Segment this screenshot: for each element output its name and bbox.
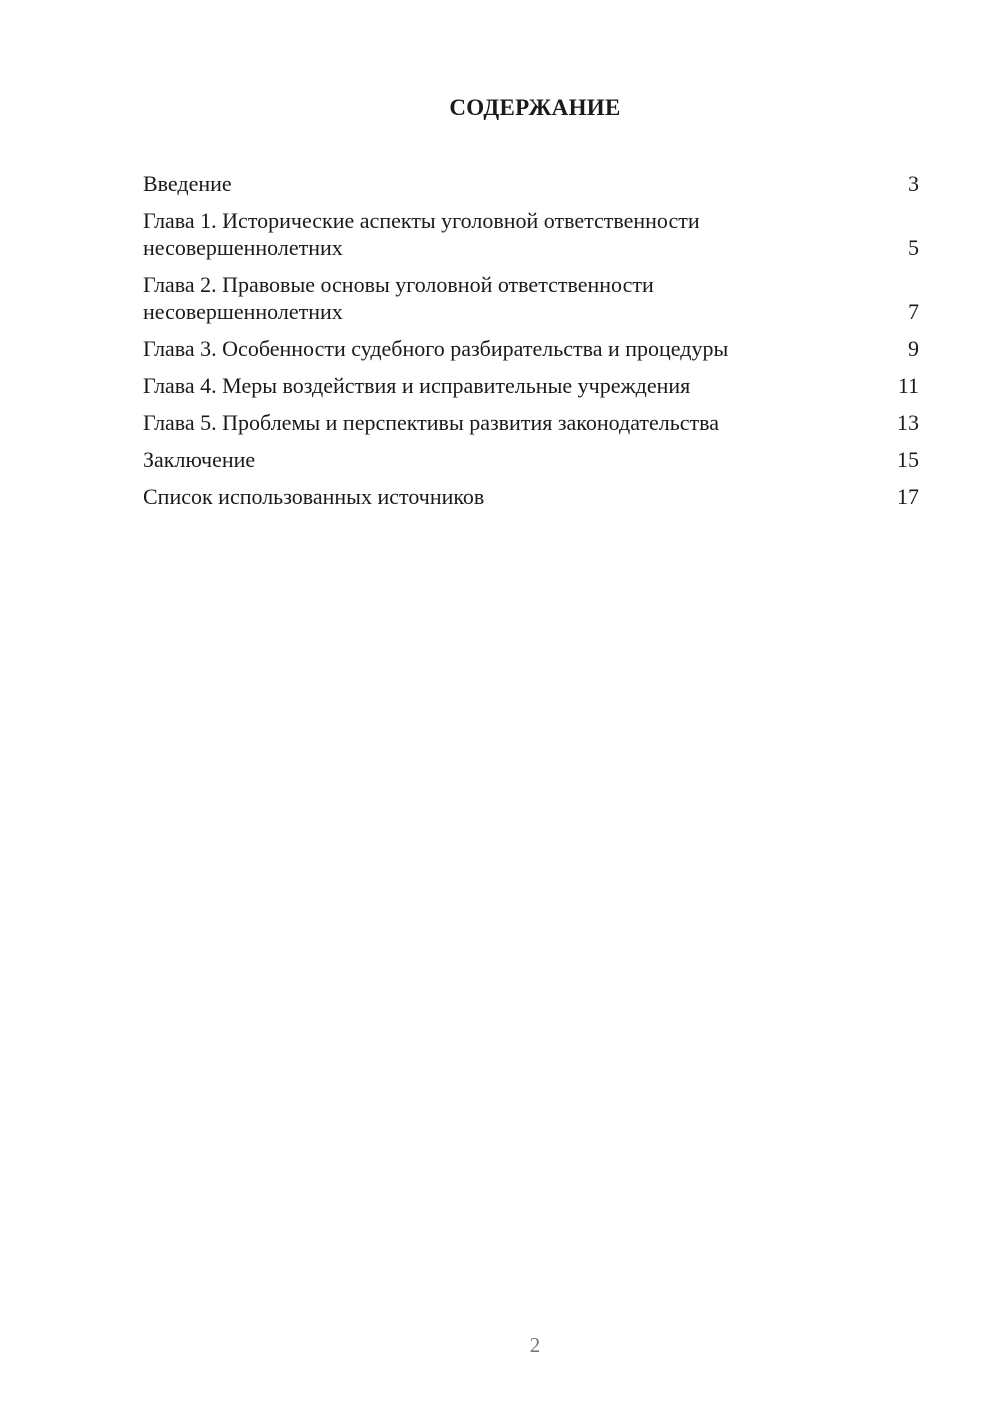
toc-entry-title: Глава 5. Проблемы и перспективы развития законодательства <box>143 410 720 435</box>
toc-entry-conclusion <box>143 446 919 473</box>
toc-entry-title: Глава 3. Особенности судебного разбирательства и процедуры <box>143 336 729 361</box>
toc-entry-chapter-1 <box>143 207 919 261</box>
toc-entry-page: 15 <box>897 447 919 472</box>
toc-entry-chapter-4 <box>143 372 919 399</box>
page-number: 2 <box>529 1333 541 1357</box>
toc-entry-introduction <box>143 170 919 197</box>
toc-entry-page: 5 <box>908 235 919 260</box>
toc-entry-page: 3 <box>908 171 919 196</box>
toc-entry-page: 17 <box>897 484 919 509</box>
toc-entry-title: Глава 2. Правовые основы уголовной ответственности несовершеннолетних <box>143 272 654 324</box>
toc-entry-chapter-5 <box>143 409 919 436</box>
toc-entry-title: Глава 4. Меры воздействия и исправительные учреждения <box>143 373 691 398</box>
toc-entry-title: Глава 1. Исторические аспекты уголовной ответственности несовершеннолетних <box>143 208 700 260</box>
toc-entry-page: 11 <box>897 373 919 398</box>
toc-entry-references <box>143 483 919 510</box>
toc-entry-chapter-2 <box>143 271 919 325</box>
toc-entry-page: 13 <box>897 410 919 435</box>
toc-entry-title: Введение <box>143 171 232 196</box>
table-of-contents <box>143 170 919 520</box>
toc-entry-chapter-3 <box>143 335 919 362</box>
toc-entry-page: 7 <box>908 299 919 324</box>
toc-entry-title: Список использованных источников <box>143 484 485 509</box>
page-title: СОДЕРЖАНИЕ <box>449 95 621 120</box>
toc-entry-page: 9 <box>908 336 919 361</box>
toc-entry-title: Заключение <box>143 447 256 472</box>
